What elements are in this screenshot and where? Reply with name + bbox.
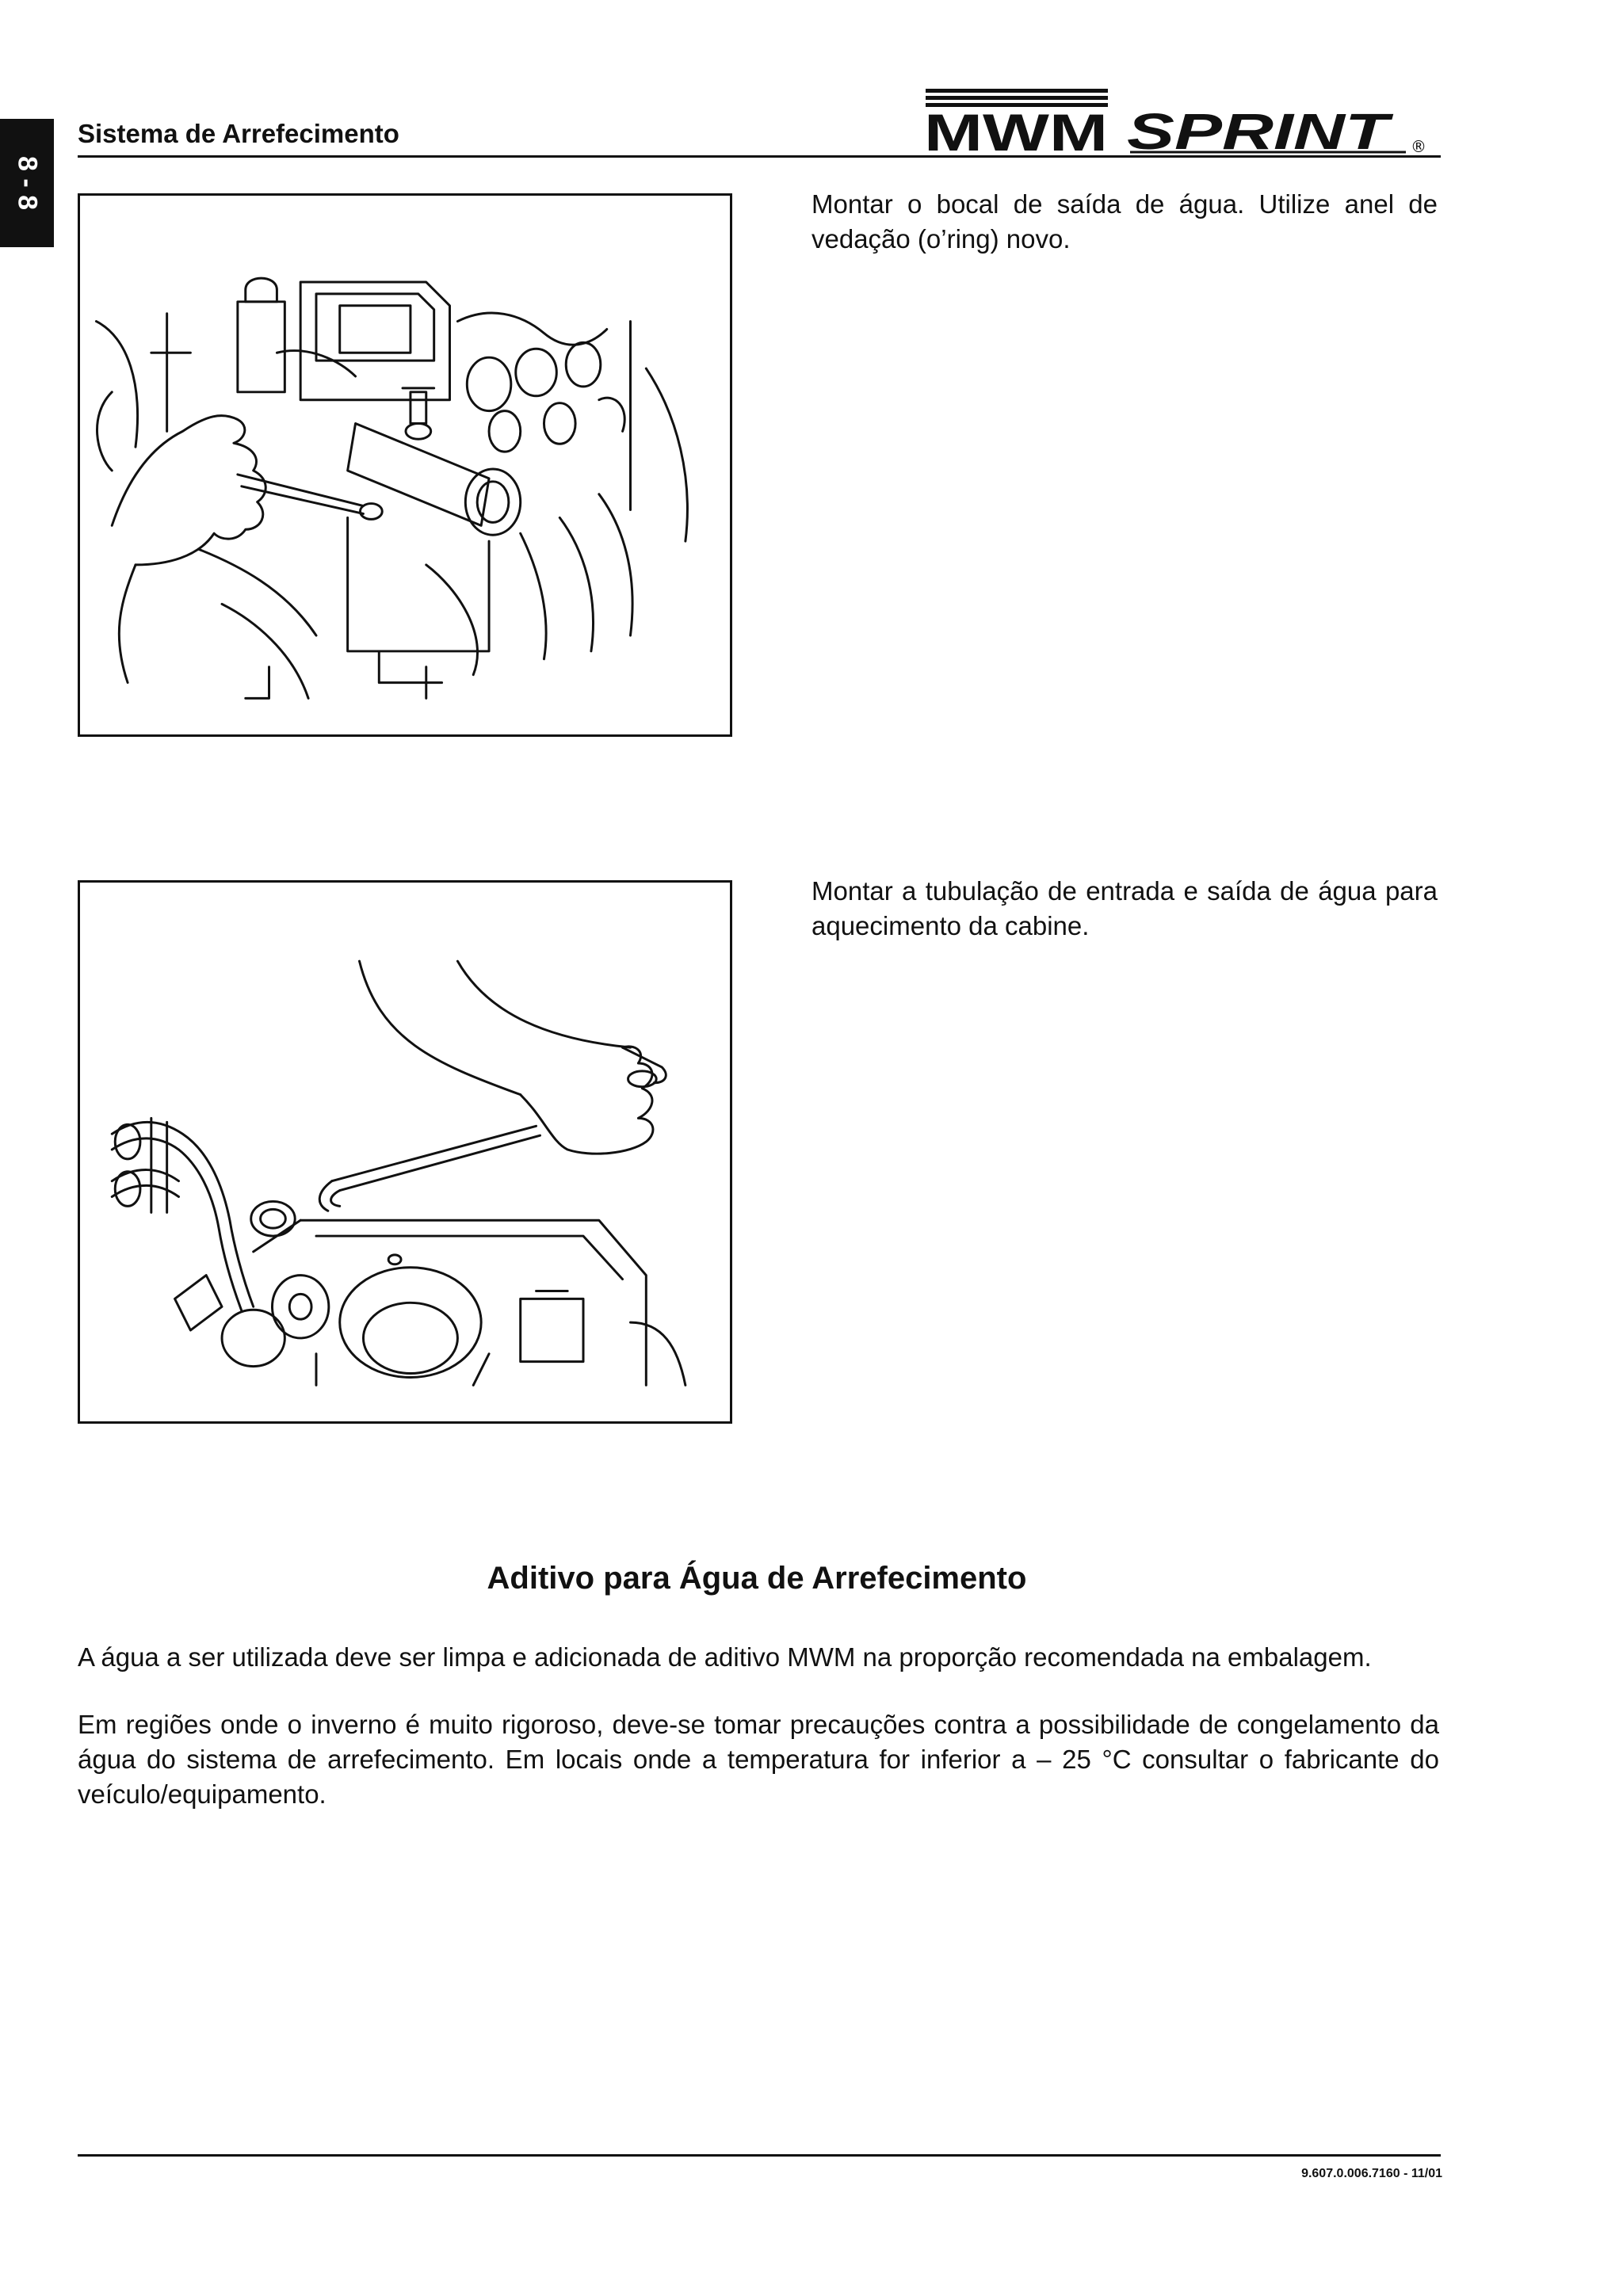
figure-water-outlet [78, 193, 732, 737]
footer-rule [78, 2154, 1441, 2157]
additive-paragraph-1: A água a ser utilizada deve ser limpa e adicionada de aditivo MWM na proporção recomendada na embalagem. [78, 1642, 1372, 1672]
engine-water-outlet-illustration [80, 196, 730, 734]
page-number: 8 - 8 [12, 155, 43, 211]
figure-1-caption: Montar o bocal de saída de água. Utilize anel de vedação (o’ring) novo. [812, 189, 1438, 254]
logo-brand: MWM [924, 103, 1108, 160]
section-title: Sistema de Arrefecimento [78, 119, 399, 148]
additive-paragraph-2: Em regiões onde o inverno é muito rigoroso, deve-se tomar precauções contra a possibilidade de congelamento da água do sistema de arrefecimento. Em locais onde a temperatura for inferior a – 25 °C consultar o fabricante do veículo/equipamento. [78, 1710, 1439, 1809]
page-number-tab [0, 119, 54, 247]
document-code: 9.607.0.006.7160 - 11/01 [1301, 2167, 1442, 2180]
mwm-sprint-logo [922, 86, 1442, 160]
figure-heater-pipes [78, 880, 732, 1424]
figure-2-caption: Montar a tubulação de entrada e saída de água para aquecimento da cabine. [812, 876, 1438, 940]
registered-mark: ® [1411, 137, 1426, 156]
logo-product: SPRINT [1127, 103, 1394, 160]
additive-heading: Aditivo para Água de Arrefecimento [487, 1561, 1027, 1596]
cabin-heater-pipes-illustration [80, 883, 730, 1421]
